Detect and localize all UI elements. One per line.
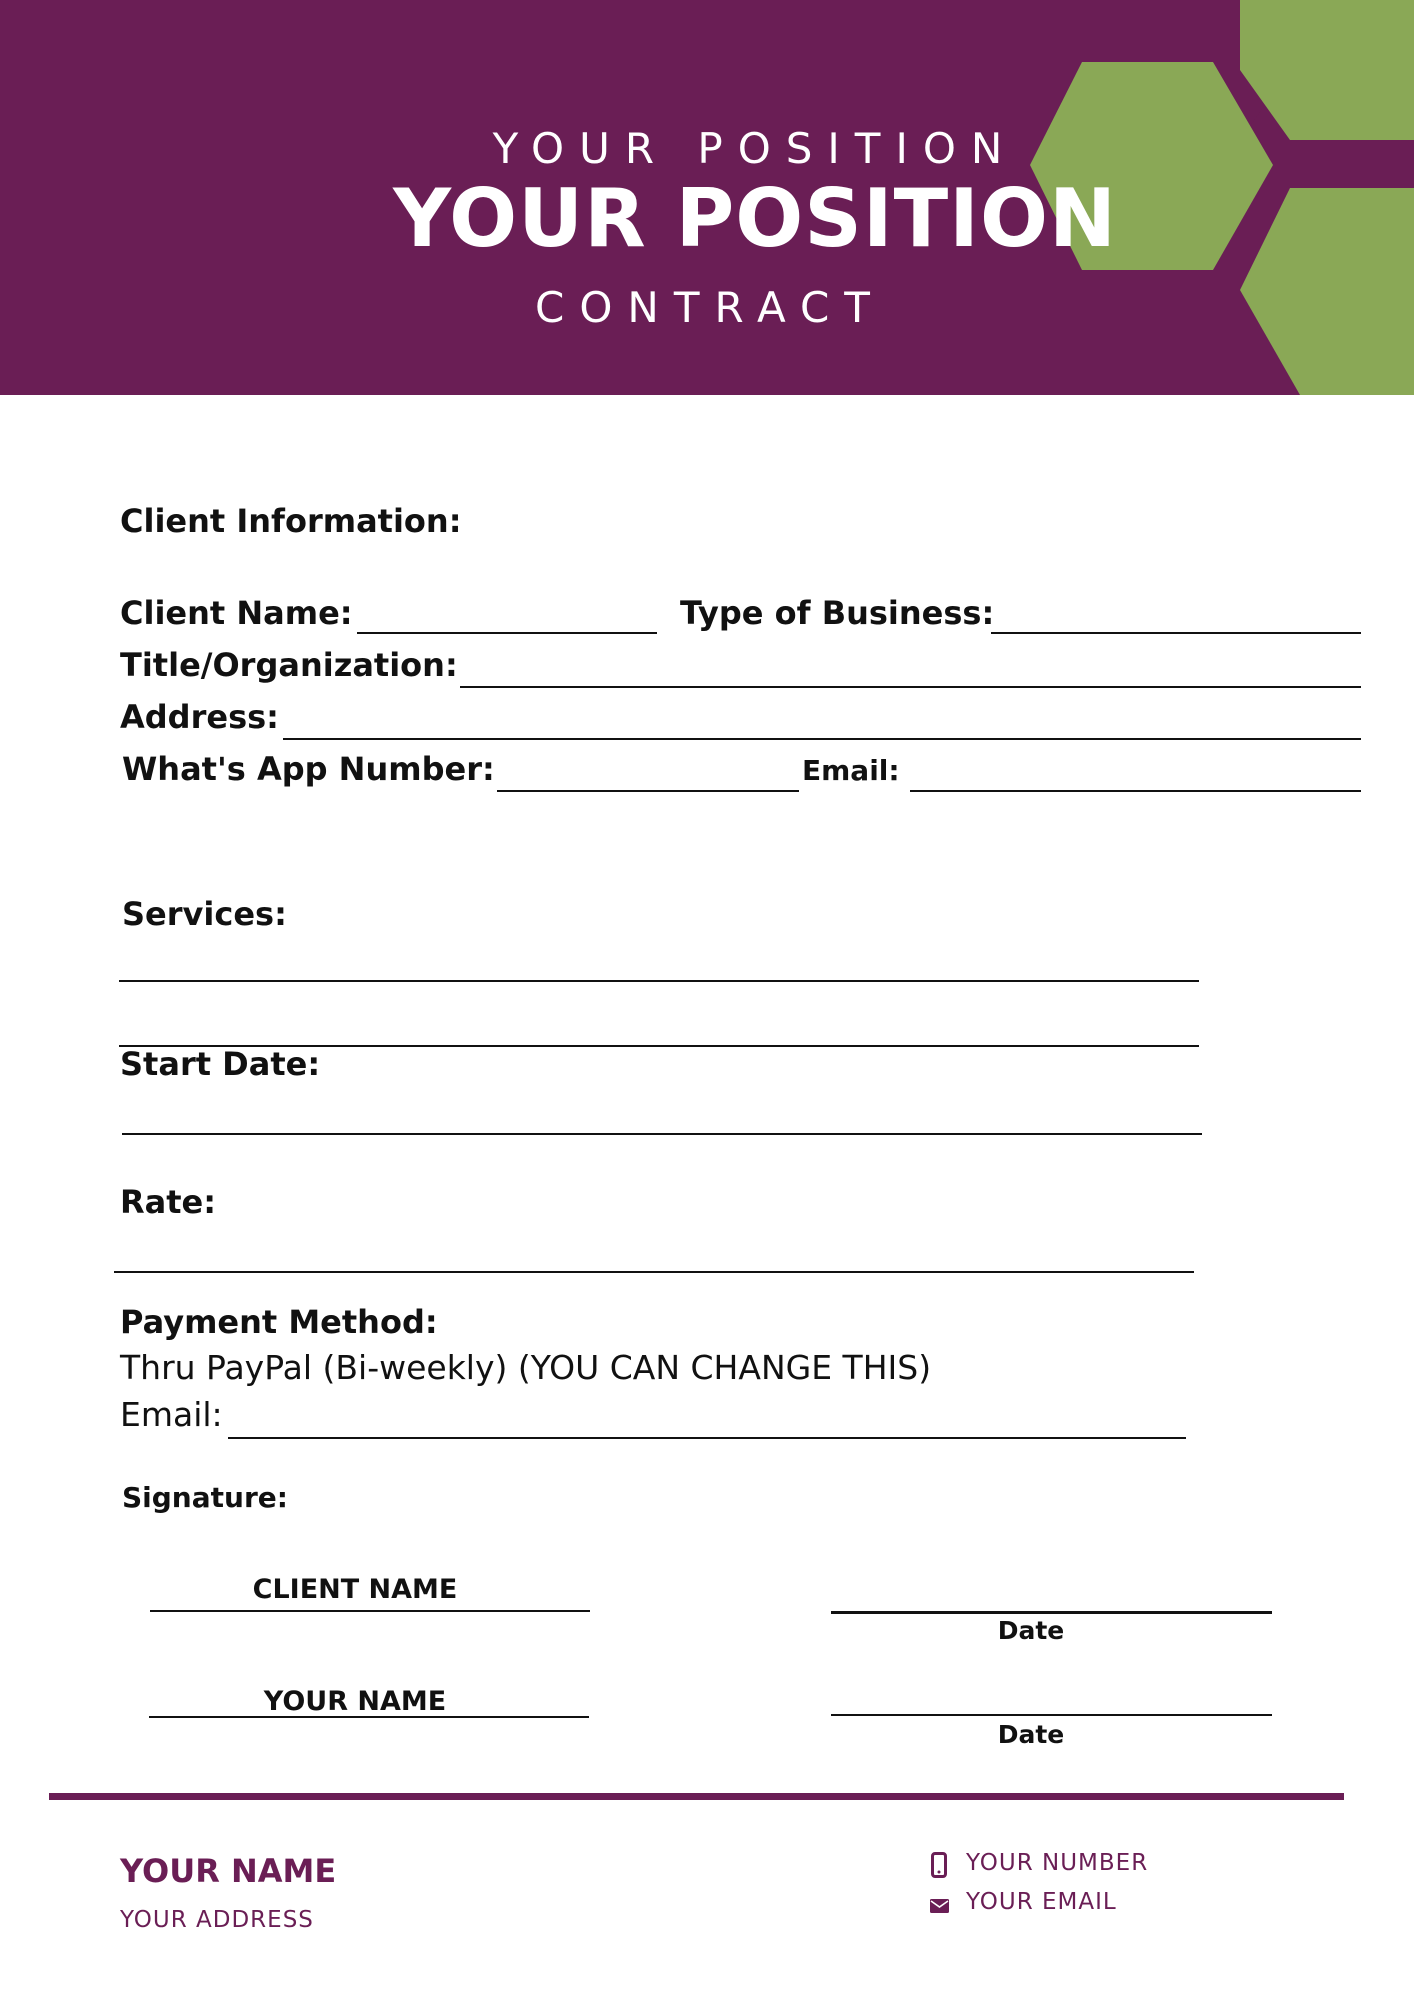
footer-name: YOUR NAME [120, 1852, 337, 1890]
payment-method-label: Payment Method: [120, 1303, 438, 1341]
start-date-field[interactable] [122, 1133, 1202, 1135]
address-label: Address: [120, 698, 279, 736]
client-name-field[interactable] [357, 632, 657, 634]
footer-divider [49, 1793, 1344, 1800]
start-date-label: Start Date: [120, 1045, 321, 1083]
client-name-label: Client Name: [120, 594, 353, 632]
header-band [0, 0, 1414, 395]
client-email-field[interactable] [910, 790, 1361, 792]
services-field-line-1[interactable] [119, 980, 1199, 982]
whatsapp-label: What's App Number: [122, 750, 495, 788]
phone-icon [931, 1852, 947, 1878]
signature-label: Signature: [122, 1481, 288, 1514]
rate-field[interactable] [114, 1271, 1194, 1273]
client-name-signature-label: CLIENT NAME [252, 1574, 458, 1605]
client-email-label: Email: [802, 754, 900, 787]
your-name-signature-label: YOUR NAME [263, 1686, 447, 1717]
your-date-line[interactable] [831, 1714, 1272, 1716]
services-label: Services: [122, 895, 287, 933]
title-organization-field[interactable] [460, 686, 1361, 688]
client-signature-line[interactable] [150, 1610, 590, 1612]
payment-email-field[interactable] [228, 1437, 1186, 1439]
client-date-label: Date [997, 1616, 1065, 1645]
whatsapp-field[interactable] [497, 790, 799, 792]
footer-email: YOUR EMAIL [966, 1889, 1117, 1915]
envelope-icon [930, 1898, 949, 1912]
header-subtitle: CONTRACT [535, 283, 885, 332]
type-of-business-label: Type of Business: [680, 594, 995, 632]
footer-number: YOUR NUMBER [966, 1850, 1149, 1876]
title-organization-label: Title/Organization: [120, 646, 458, 684]
type-of-business-field[interactable] [991, 632, 1361, 634]
your-signature-line[interactable] [149, 1716, 589, 1718]
client-date-line[interactable] [831, 1611, 1272, 1614]
client-info-heading: Client Information: [120, 502, 462, 540]
footer-address: YOUR ADDRESS [120, 1907, 314, 1933]
payment-method-text: Thru PayPal (Bi-weekly) (YOU CAN CHANGE THIS) [120, 1348, 932, 1387]
header-kicker: YOUR POSITION [492, 124, 1018, 173]
address-field[interactable] [283, 738, 1361, 740]
payment-email-label: Email: [120, 1395, 223, 1434]
your-date-label: Date [997, 1720, 1065, 1749]
rate-label: Rate: [120, 1183, 217, 1221]
header-title: YOUR POSITION [393, 172, 1117, 265]
